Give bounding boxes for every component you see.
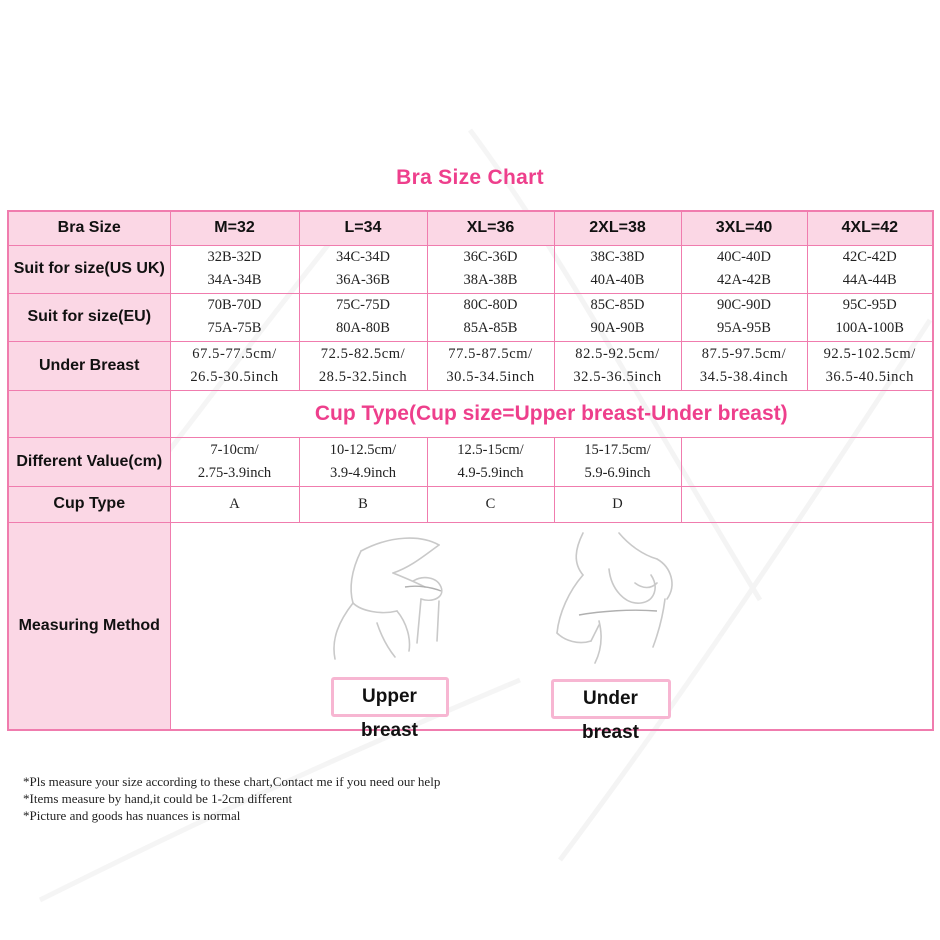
cell-line: 34A-34B	[207, 272, 262, 288]
cell-line: 34.5-38.4inch	[699, 368, 789, 385]
cell-line: 42C-42D	[842, 249, 897, 265]
us-uk-cell	[170, 245, 299, 293]
cell-line: 80A-80B	[336, 320, 390, 336]
cell-line: 90A-90B	[590, 320, 645, 336]
cell-line: 38A-38B	[463, 272, 518, 288]
us-uk-row	[8, 245, 933, 293]
eu-cell	[170, 293, 299, 341]
cell-line: 90C-90D	[717, 297, 771, 313]
eu-row	[8, 293, 933, 341]
cup-type-cell: B	[299, 486, 427, 522]
cell-line: 36C-36D	[463, 249, 518, 265]
size-header-m: M=32	[170, 211, 299, 245]
header-row	[8, 211, 933, 245]
under-breast-cell	[170, 341, 299, 390]
under-breast-cell	[554, 341, 681, 390]
us-uk-cell	[681, 245, 807, 293]
under-breast-label: Under breast	[551, 679, 671, 719]
cell-line: 92.5-102.5cm/	[823, 345, 916, 362]
cell-line: 87.5-97.5cm/	[701, 345, 787, 362]
under-breast-label: Under Breast	[8, 341, 170, 390]
cup-type-row	[8, 486, 933, 522]
cell-line: 30.5-34.5inch	[446, 368, 535, 385]
cup-type-cell: C	[427, 486, 554, 522]
cell-line: 32B-32D	[207, 249, 262, 265]
measuring-method-cell	[170, 522, 933, 743]
under-breast-cell	[427, 341, 554, 390]
cell-line: 80C-80D	[463, 297, 518, 313]
chart-title: Bra Size Chart	[396, 166, 544, 189]
cell-line: 85A-85B	[463, 320, 518, 336]
cell-line: 26.5-30.5inch	[190, 368, 279, 385]
cell-line: 95C-95D	[842, 297, 897, 313]
cell-line: 85C-85D	[590, 297, 645, 313]
cell-line: 38C-38D	[590, 249, 645, 265]
measuring-method-label: Measuring Method	[8, 522, 170, 730]
eu-cell	[299, 293, 427, 341]
eu-cell	[681, 293, 807, 341]
different-value-label: Different Value(cm)	[8, 437, 170, 486]
cup-type-cell: D	[554, 486, 681, 522]
eu-cell	[554, 293, 681, 341]
under-breast-row	[8, 341, 933, 390]
cell-line: 15-17.5cm/	[584, 441, 651, 458]
cell-line: 4.9-5.9inch	[457, 464, 524, 481]
size-header-xl: XL=36	[427, 211, 554, 245]
cell-line: 44A-44B	[842, 272, 897, 288]
size-header-3xl: 3XL=40	[681, 211, 807, 245]
size-header-l: L=34	[299, 211, 427, 245]
cell-line: 77.5-87.5cm/	[448, 345, 533, 362]
upper-breast-label: Upper breast	[331, 677, 449, 717]
empty-cell	[681, 486, 933, 522]
cell-line: 75A-75B	[207, 320, 262, 336]
under-breast-cell	[807, 341, 933, 390]
header-label: Bra Size	[8, 211, 170, 245]
measuring-method-row	[8, 522, 933, 730]
cup-type-label: Cup Type	[8, 486, 170, 522]
different-value-cell	[427, 437, 554, 486]
eu-cell	[807, 293, 933, 341]
size-header-4xl: 4XL=42	[807, 211, 933, 245]
size-header-2xl: 2XL=38	[554, 211, 681, 245]
cell-line: 36A-36B	[336, 272, 390, 288]
upper-breast-figure-icon	[321, 531, 481, 666]
cell-line: 82.5-92.5cm/	[575, 345, 660, 362]
different-value-cell	[299, 437, 427, 486]
under-breast-cell	[681, 341, 807, 390]
us-uk-label: Suit for size(US UK)	[8, 245, 170, 293]
different-value-row	[8, 437, 933, 486]
note-line: *Picture and goods has nuances is normal	[23, 808, 241, 823]
eu-cell	[427, 293, 554, 341]
cell-line: 95A-95B	[717, 320, 771, 336]
cell-line: 75C-75D	[336, 297, 390, 313]
cup-type-banner: Cup Type(Cup size=Upper breast-Under breast)	[170, 390, 933, 437]
cell-line: 70B-70D	[207, 297, 262, 313]
cell-line: 3.9-4.9inch	[329, 464, 397, 481]
under-breast-cell	[299, 341, 427, 390]
under-breast-figure-icon	[539, 529, 699, 667]
us-uk-cell	[807, 245, 933, 293]
cell-line: 28.5-32.5inch	[318, 368, 408, 385]
cell-line: 100A-100B	[835, 320, 904, 336]
cell-line: 67.5-77.5cm/	[192, 345, 277, 362]
cell-line: 40A-40B	[590, 272, 645, 288]
cell-line: 34C-34D	[336, 249, 390, 265]
size-chart-table	[7, 210, 934, 743]
cup-type-cell: A	[170, 486, 299, 522]
cup-banner-row	[8, 390, 933, 437]
us-uk-cell	[427, 245, 554, 293]
note-line: *Items measure by hand,it could be 1-2cm different	[23, 791, 293, 806]
note-line: *Pls measure your size according to these chart,Contact me if you need our help	[23, 774, 441, 789]
cell-line: 72.5-82.5cm/	[320, 345, 406, 362]
cell-line: 40C-40D	[717, 249, 771, 265]
notes	[23, 773, 440, 824]
empty-cell	[681, 437, 933, 486]
cell-line: 12.5-15cm/	[457, 441, 524, 458]
cell-line: 32.5-36.5inch	[573, 368, 662, 385]
cell-line: 42A-42B	[717, 272, 771, 288]
cell-line: 10-12.5cm/	[329, 441, 397, 458]
cell-line: 36.5-40.5inch	[825, 368, 914, 385]
cell-line: 5.9-6.9inch	[584, 464, 651, 481]
us-uk-cell	[554, 245, 681, 293]
cell-line: 7-10cm/	[210, 441, 259, 458]
us-uk-cell	[299, 245, 427, 293]
cup-banner-spacer	[8, 390, 170, 437]
eu-label: Suit for size(EU)	[8, 293, 170, 341]
different-value-cell	[170, 437, 299, 486]
cell-line: 2.75-3.9inch	[197, 464, 272, 481]
different-value-cell	[554, 437, 681, 486]
